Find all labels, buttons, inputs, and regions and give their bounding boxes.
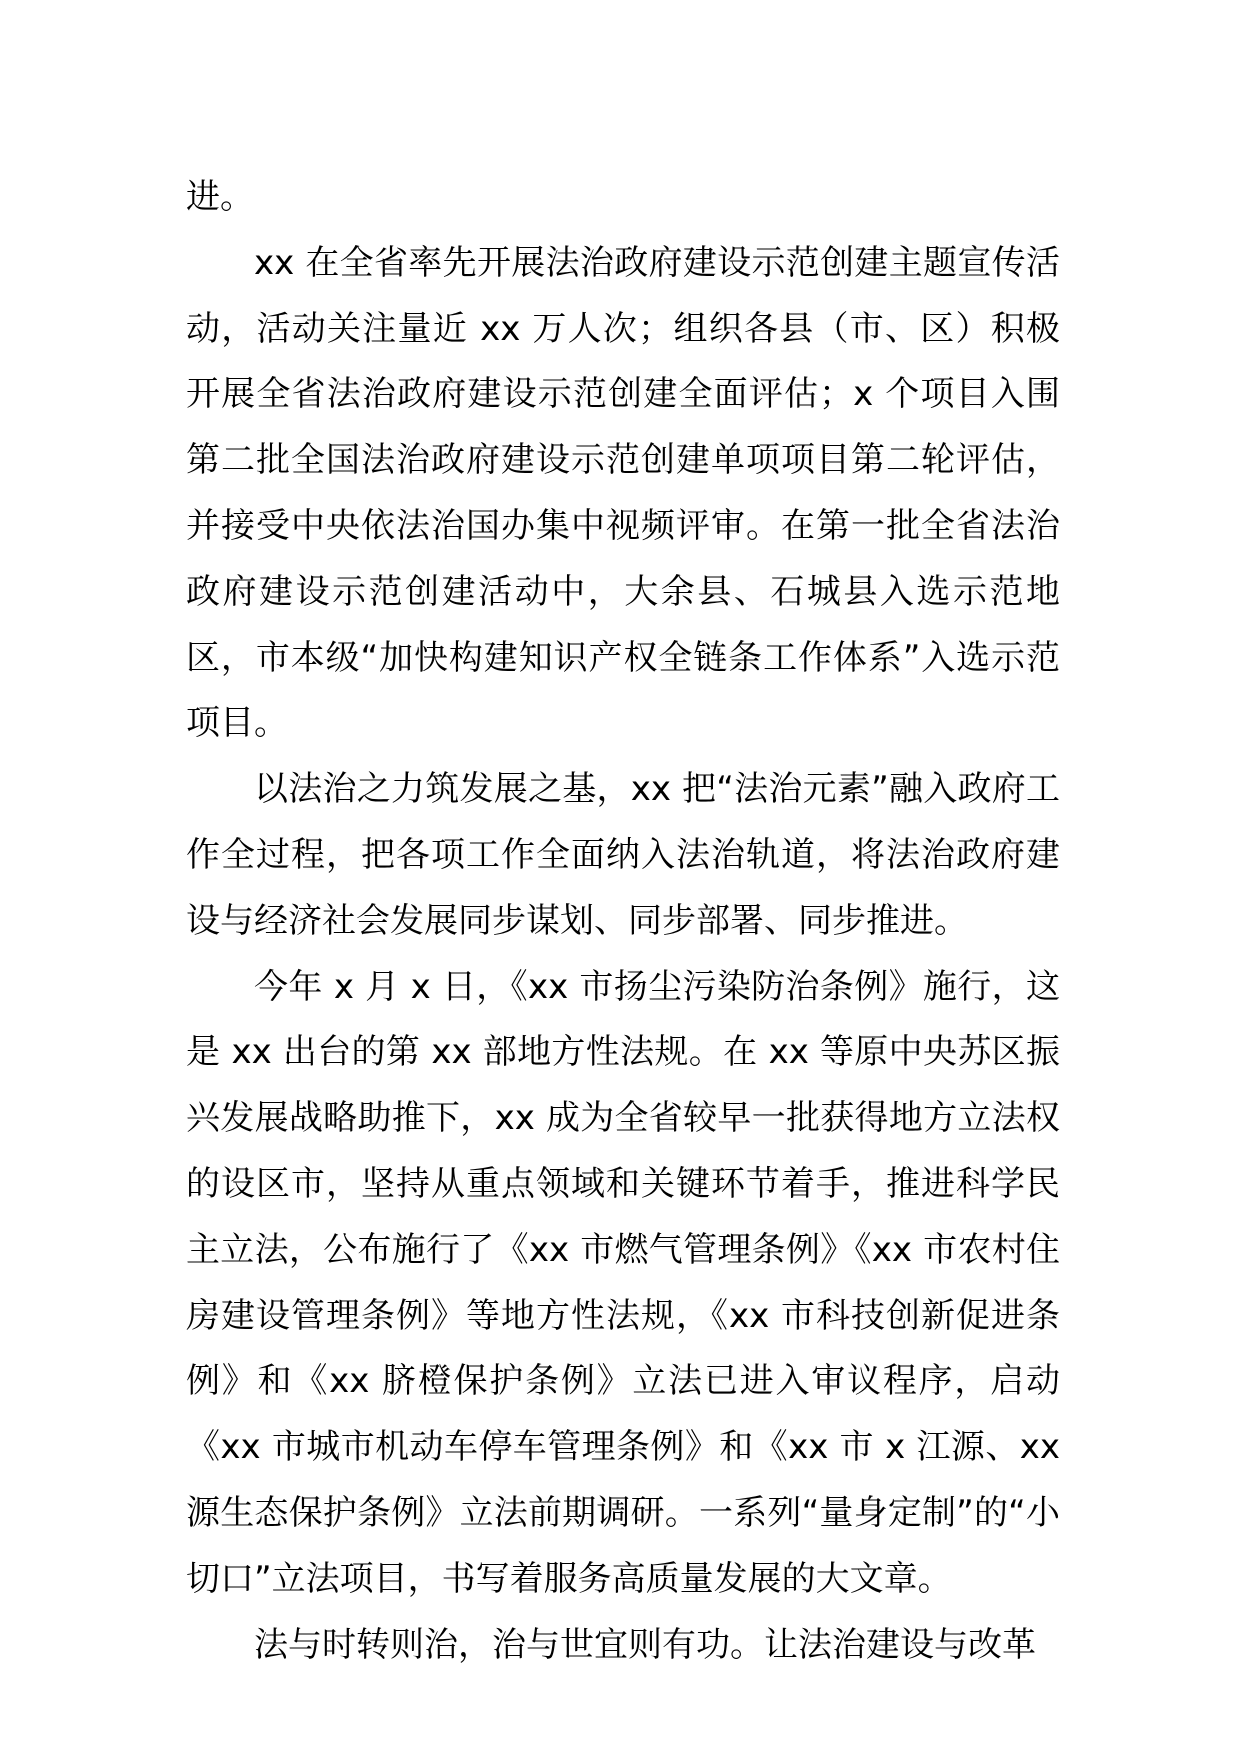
paragraph-rule-of-law-integration: 以法治之力筑发展之基，xx 把“法治元素”融入政府工作全过程，把各项工作全面纳入法治轨道，将法治政府建设与经济社会发展同步谋划、同步部署、同步推进。 <box>186 769 1060 941</box>
paragraph-local-legislation: 今年 x 月 x 日，《xx 市扬尘污染防治条例》施行，这是 xx 出台的第 xx 部地方性法规。在 xx 等原中央苏区振兴发展战略助推下，xx 成为全省较早一批获得地方立法权的设区市，坚持从重点领域和关键环节着手，推进科学民主立法，公布施行了《xx 市燃气管理条例》《xx 市农村住房建设管理条例》等地方性法规，《xx 市科技创新促进条例》和《xx 脐橙保护条例》立法已进入审议程序，启动《xx 市城市机动车停车管理条例》和《xx 市 x 江源、xx 源生态保护条例》立法前期调研。一系列“量身定制”的“小切口”立法项目，书写着服务高质量发展的大文章。 <box>186 966 1060 1599</box>
paragraph-demonstration-campaign: xx 在全省率先开展法治政府建设示范创建主题宣传活动，活动关注量近 xx 万人次；组织各县（市、区）积极开展全省法治政府建设示范创建全面评估；x 个项目入围第二批全国法治政府建设示范创建单项项目第二轮评估，并接受中央依法治国办集中视频评审。在第一批全省法治政府建设示范创建活动中，大余县、石城县入选示范地区，市本级“加快构建知识产权全链条工作体系”入选示范项目。 <box>186 242 1060 744</box>
paragraph-reform-closing: 法与时转则治，治与世宜则有功。让法治建设与改革 <box>254 1624 1036 1665</box>
paragraph-continuation: 进。 <box>186 177 254 217</box>
document-body <box>186 165 1060 1678</box>
